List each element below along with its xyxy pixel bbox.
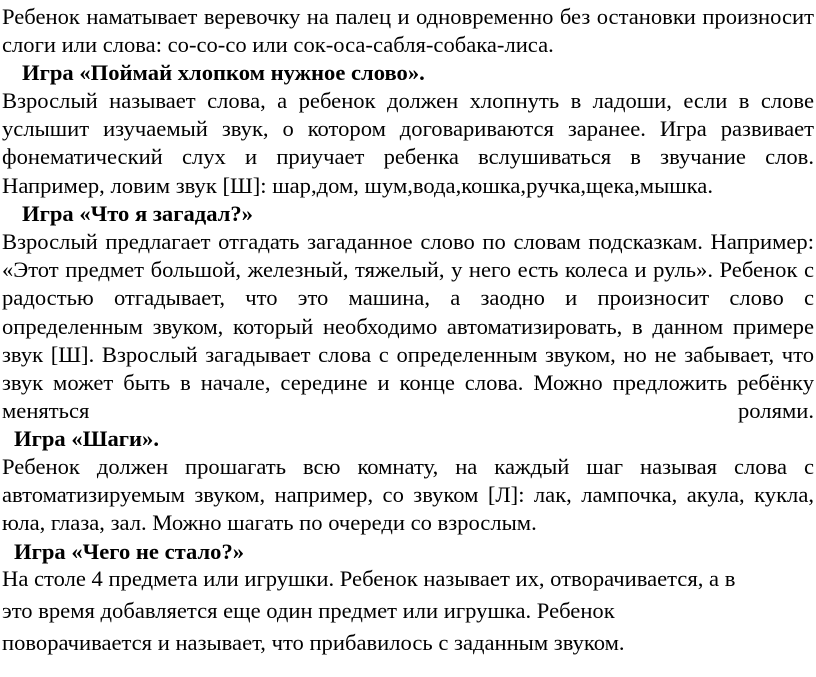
game1-paragraph: Взрослый называет слова, а ребенок должен хлопнуть в ладоши, если в слове услышит изучаемый звук, о котором договариваются заранее. Игра развивает фонематический слух и приучает ребенка вслушиваться в звучание слов. Например, ловим звук [Ш]: шар,дом, шум,вода,кошка,ручка,щека,мышка. <box>2 88 814 198</box>
intro-paragraph: Ребенок наматывает веревочку на палец и одновременно без остановки произносит слоги или слова: со-со-со или сок-оса-сабля-собака-лиса. <box>2 4 814 58</box>
game2-heading: Игра «Что я загадал?» <box>22 201 253 226</box>
game3-heading: Игра «Шаги». <box>14 426 159 451</box>
game3-paragraph: Ребенок должен прошагать всю комнату, на каждый шаг называя слова с автоматизируемым звуком, например, со звуком [Л]: лак, лампочка, акула, кукла, юла, глаза, зал. Можно шагать по очереди со взрослым. <box>2 454 814 536</box>
game4-line: поворачивается и называет, что прибавилось с заданным звуком. <box>2 630 625 655</box>
game2-paragraph: Взрослый предлагает отгадать загаданное слово по словам подсказкам. Например: «Этот предмет большой, железный, тяжелый, у него есть колеса и руль». Ребенок с радостью отгадывает, что это машина, а заодно и произносит слово с определенным звуком, который необходимо автоматизировать, в данном примере звук [Ш]. Взрослый загадывает слова с определенным звуком, но не забывает, что звук может быть в начале, середине и конце слова. Можно предложить ребёнку меняться ролями. <box>2 229 814 424</box>
game4-line: На столе 4 предмета или игрушки. Ребенок называет их, отворачивается, а в <box>2 566 736 591</box>
game1-heading: Игра «Поймай хлопком нужное слово». <box>22 60 425 85</box>
game4-heading: Игра «Чего не стало?» <box>14 539 245 564</box>
game4-line: это время добавляется еще один предмет или игрушка. Ребенок <box>2 598 615 623</box>
